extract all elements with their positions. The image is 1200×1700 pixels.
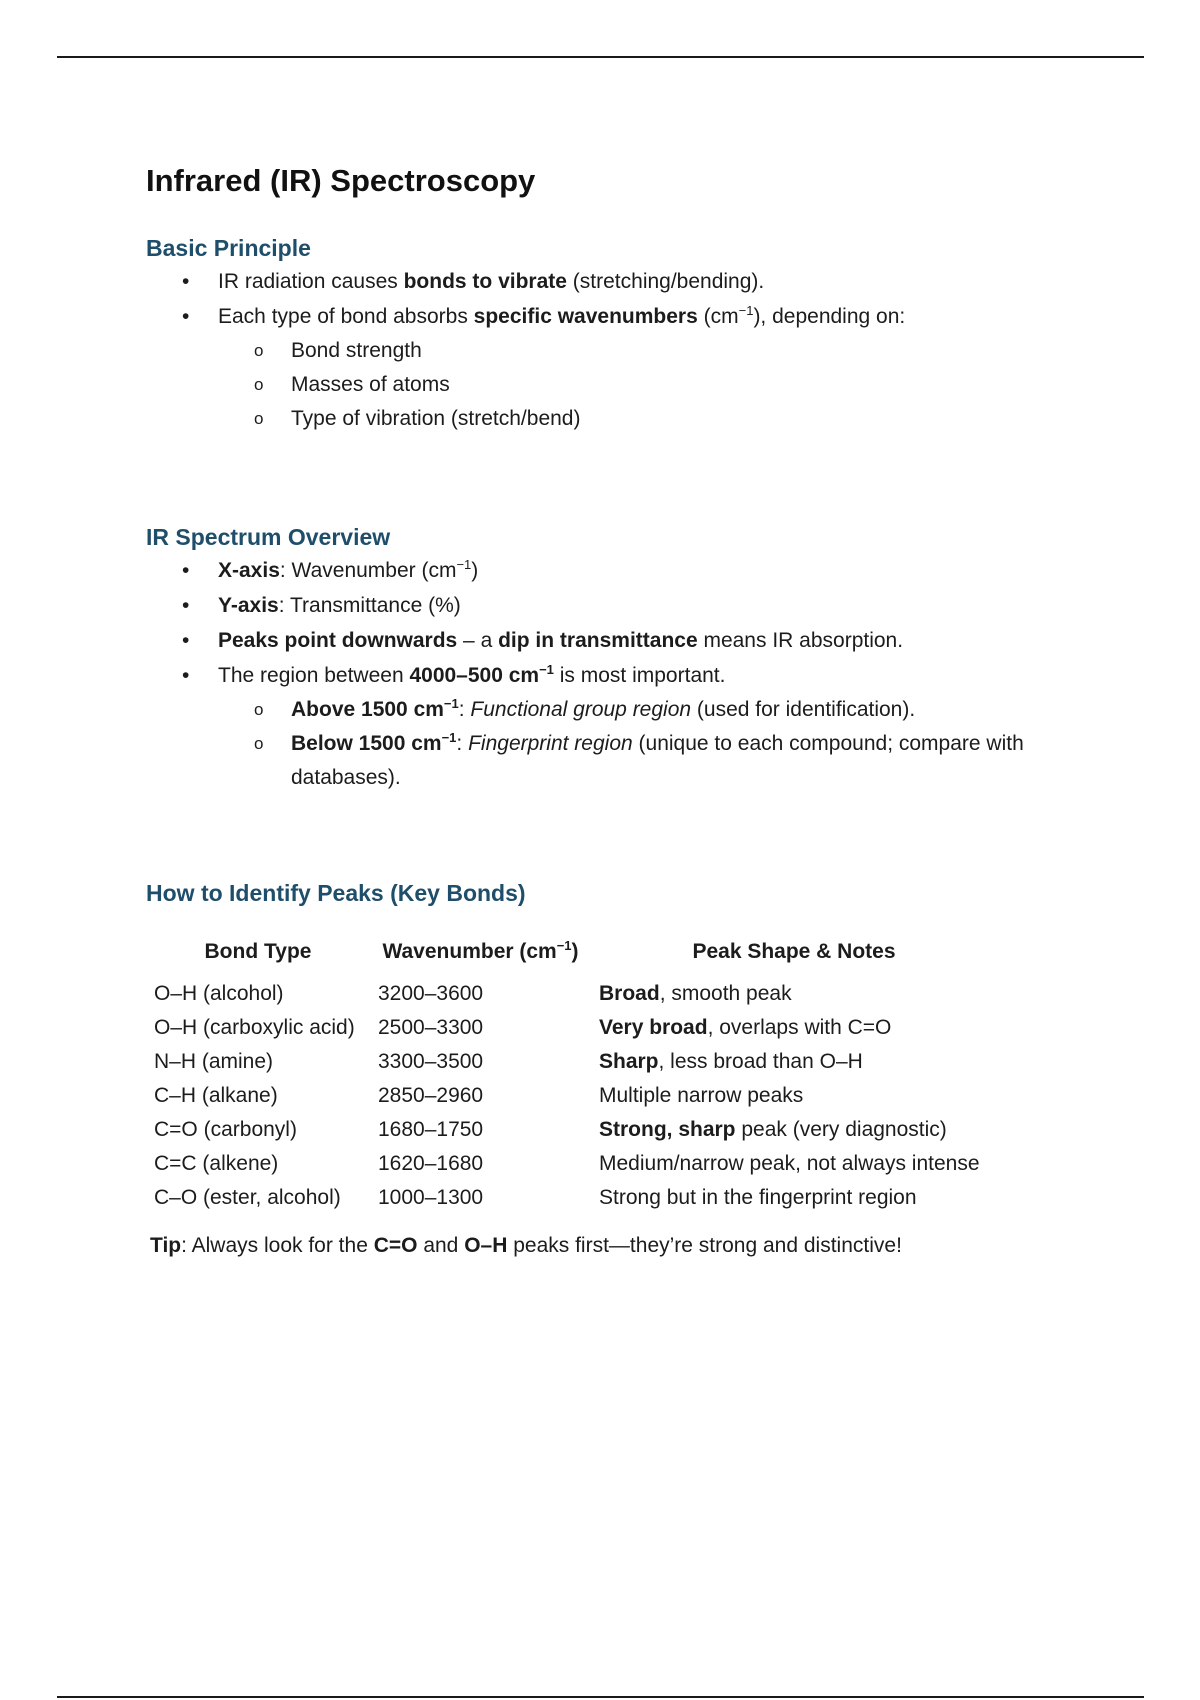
spectrum-overview-list [146, 553, 1046, 795]
table-row: C=C (alkene) 1620–1680 Medium/narrow peak, not always intense [154, 1152, 980, 1175]
sub-list [218, 693, 1046, 795]
col-header-wavenumber: Wavenumber $(cm^{-1})$ [382, 938, 579, 963]
list-item: • Each type of bond absorbs specific wavenumbers $(cm^{-1})$, depending on: o Bond strength o Masses of atoms o Type of vibration (stretch/bend) [146, 299, 1046, 436]
sub-list-item: o Bond strength [146, 334, 1046, 368]
list-item: • X-axis: Wavenumber $(cm^{-1})$ [146, 553, 1046, 588]
table-row: C–H (alkane) 2850–2960 Multiple narrow peaks [154, 1084, 804, 1107]
table-header-row [146, 935, 997, 977]
sub-list [218, 334, 1046, 436]
key-bonds-table [146, 935, 997, 1215]
top-rule [57, 56, 1144, 58]
sub-list-item: o Below 1500 $cm^{-1}$: Fingerprint region (unique to each compound; compare with databases). [146, 727, 1046, 795]
table-row: O–H (alcohol) 3200–3600 Broad, smooth peak [154, 982, 792, 1005]
col-header-peak-notes: Peak Shape & Notes [692, 940, 896, 963]
basic-principle-list [146, 264, 1046, 436]
tip-note: Tip: Always look for the C=O and O–H peaks first—they’re strong and distinctive! [150, 1234, 902, 1257]
col-header-bond-type: Bond Type [204, 940, 312, 963]
sub-list-item: o Above 1500 $cm^{-1}$: Functional group region (used for identification). [146, 693, 1046, 727]
heading-spectrum-overview: IR Spectrum Overview [146, 524, 391, 550]
heading-identify-peaks: How to Identify Peaks (Key Bonds) [146, 880, 526, 906]
table-row: O–H (carboxylic acid) 2500–3300 Very broad, overlaps with C=O [154, 1016, 892, 1039]
document-body [146, 160, 1046, 1263]
list-item: • Y-axis: Transmittance (%) [146, 588, 1046, 623]
sub-list-item: o Type of vibration (stretch/bend) [146, 402, 1046, 436]
table-row: C–O (ester, alcohol) 1000–1300 Strong but in the fingerprint region [154, 1186, 917, 1209]
table-row: N–H (amine) 3300–3500 Sharp, less broad than O–H [154, 1050, 863, 1073]
page-title: Infrared (IR) Spectroscopy [146, 163, 536, 198]
list-item: • Peaks point downwards – a dip in transmittance means IR absorption. [146, 623, 1046, 658]
bottom-rule [57, 1696, 1144, 1698]
list-item: • IR radiation causes bonds to vibrate (stretching/bending). [146, 264, 1046, 299]
sub-list-item: o Masses of atoms [146, 368, 1046, 402]
heading-basic-principle: Basic Principle [146, 235, 311, 261]
list-item: • The region between 4000–500 $cm^{-1}$ is most important. o Above 1500 $cm^{-1}$: Functional group region (used for identification). o Below 1500 $cm^{-1}$: Fingerprint region (unique to each compound; compare with databases). [146, 658, 1046, 795]
table-row: C=O (carbonyl) 1680–1750 Strong, sharp peak (very diagnostic) [154, 1118, 947, 1141]
